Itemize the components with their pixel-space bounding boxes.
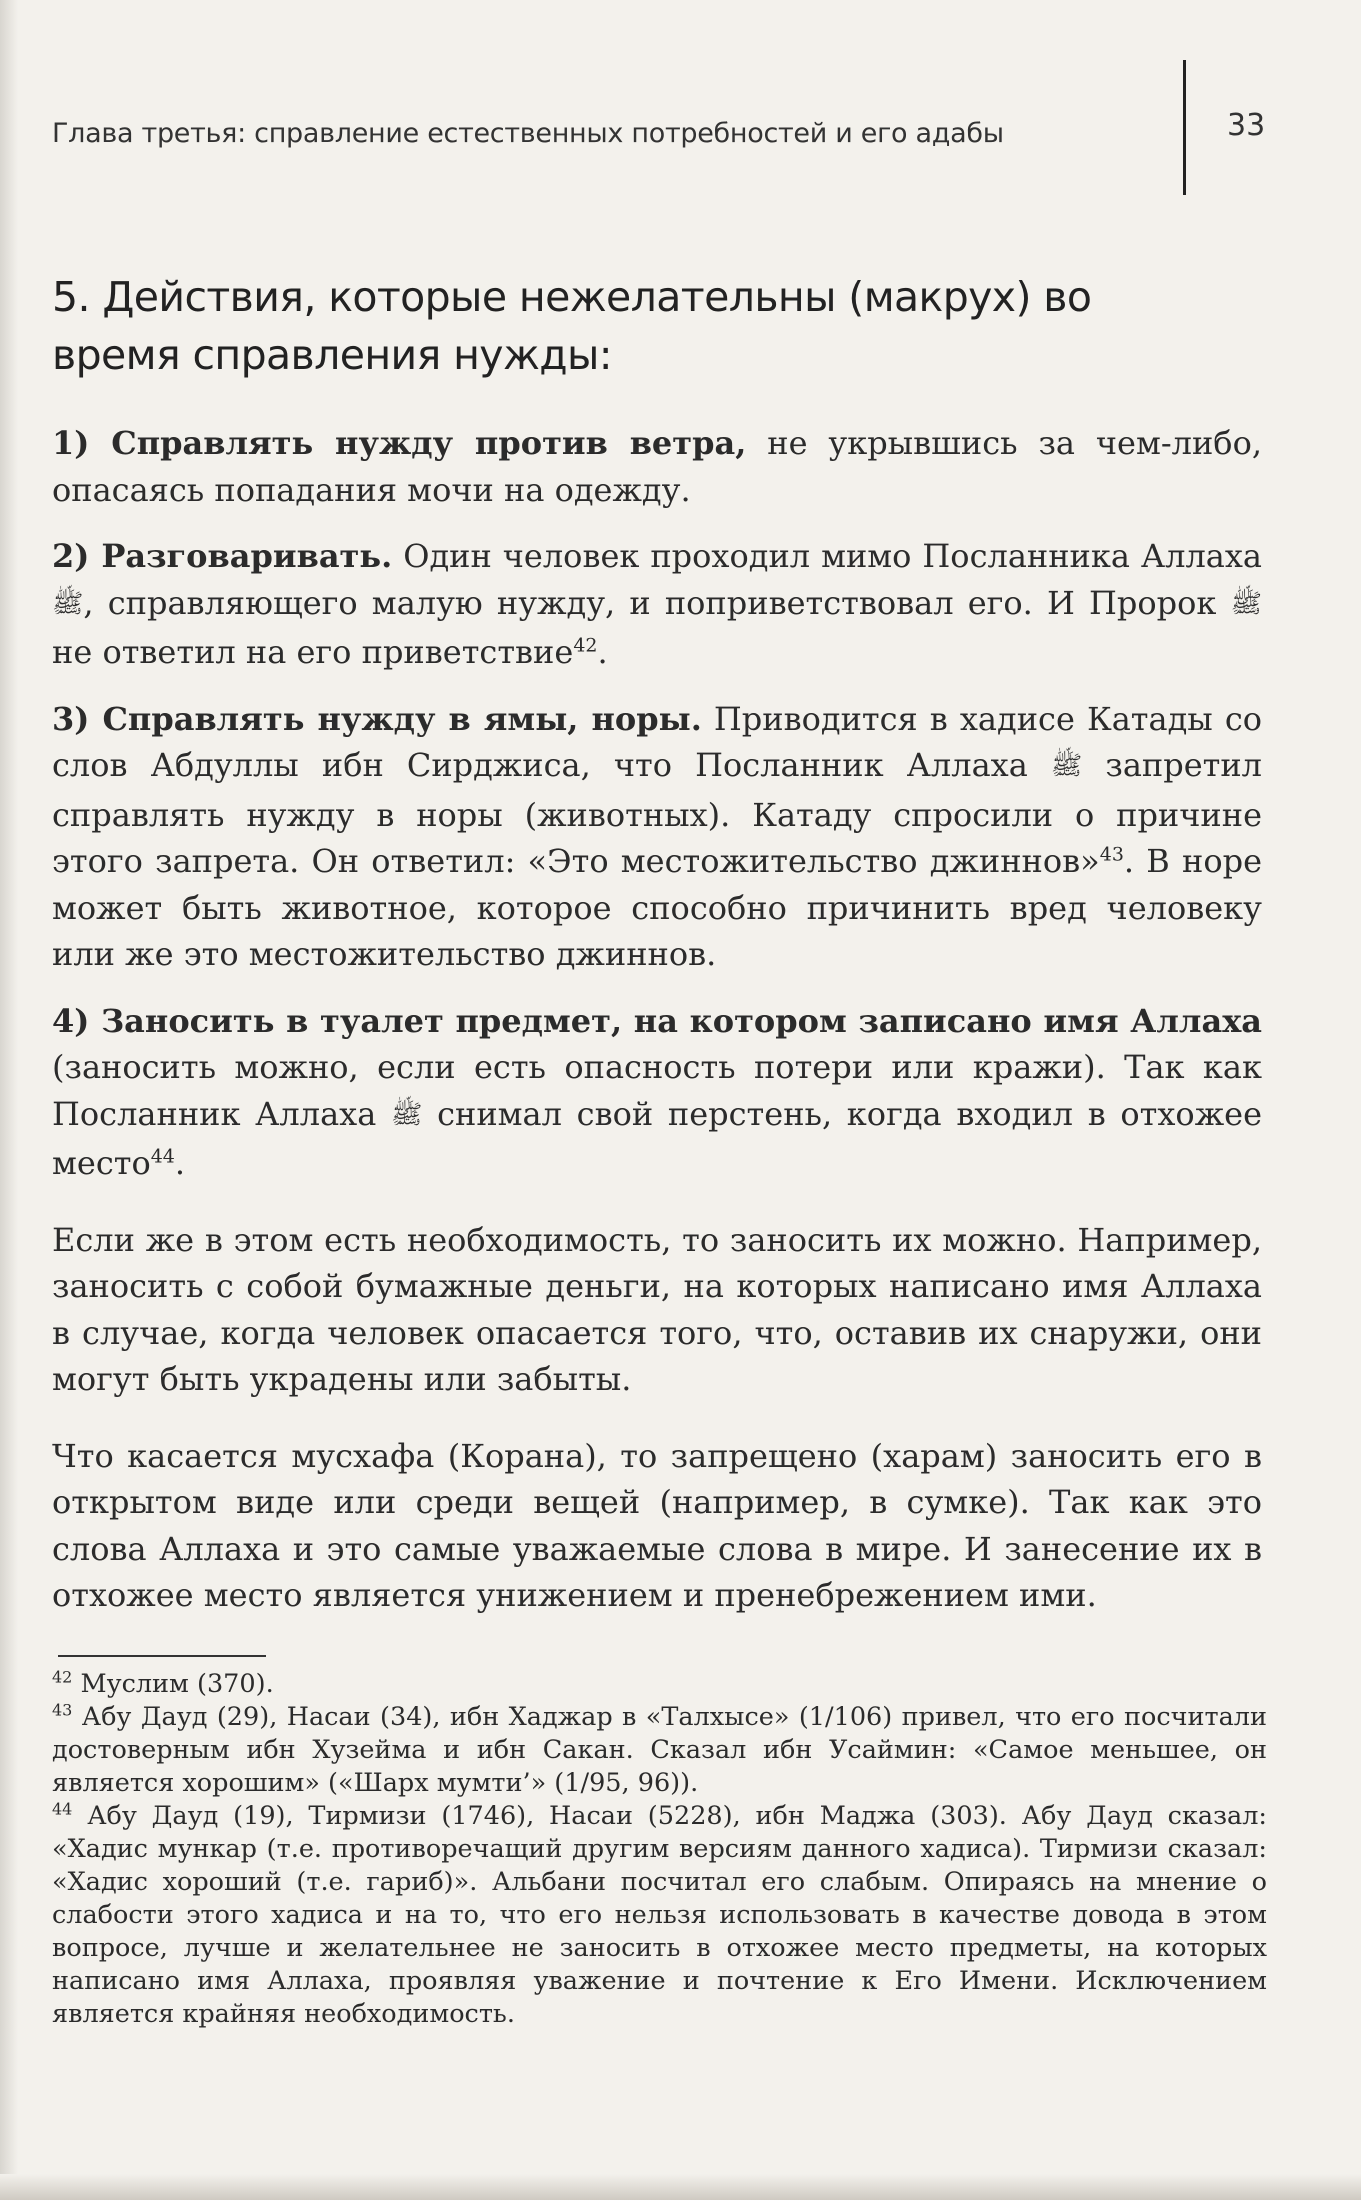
paragraph: Если же в этом есть необходимость, то заносить их можно. Например, заносить с собой бумажные деньги, на которых написано имя Аллаха в случае, когда человек опасается того, что, оставив их снаружи, они могут быть украдены или забыты.: [52, 1220, 1262, 1398]
salawat-symbol: ﷺ: [52, 588, 84, 619]
salawat-symbol: ﷺ: [390, 1099, 423, 1130]
page-binding-shadow: [0, 0, 18, 2200]
item-2-text: не ответил на его приветствие: [52, 633, 574, 671]
item-3-text: Приводится в хадисе Катады со слов Абдуллы ибн Сирджиса, что Посланник Аллаха: [52, 699, 1262, 784]
footnotes: [52, 1668, 1267, 2031]
footnote-text: Абу Дауд (19), Тирмизи (1746), Насаи (5228), ибн Маджа (303). Абу Дауд сказал: «Хадис мункар (т.е. противоречащий другим версиям данного хадиса). Тирмизи сказал: «Хадис хороший (т.е. гариб)». Альбани посчитал его слабым. Опираясь на мнение о слабости этого хадиса и на то, что его нельзя использовать в качестве довода в этом вопросе, лучше и желательнее не заносить в отхожее место предметы, на которых написано имя Аллаха, проявляя уважение и почтение к Его Имени. Исключением является крайняя необходимость.: [52, 1801, 1267, 2029]
footnote-number: 43: [52, 1700, 73, 1720]
footnote-ref[interactable]: 42: [573, 634, 598, 657]
item-2-heading: 2) Разговаривать.: [52, 537, 393, 575]
item-4-text: (заносить можно, если есть опасность потери или кражи). Так как Посланник Аллаха: [52, 1048, 1262, 1133]
item-4: [52, 998, 1262, 1187]
page-number: 33: [1227, 108, 1266, 143]
header-divider: [1183, 60, 1186, 195]
item-3-text: запретил справлять нужду в норы (животных). Катаду спросили о причине этого запрета. Он ответил: «Это местожительство джиннов»: [52, 746, 1263, 880]
item-3: [52, 696, 1262, 978]
salawat-symbol: ﷺ: [1230, 588, 1262, 619]
salawat-symbol: ﷺ: [1050, 751, 1083, 781]
item-2-text: .: [597, 633, 608, 671]
footnote: [52, 1800, 1267, 2031]
paragraph: Что касается мусхафа (Корана), то запрещено (харам) заносить его в открытом виде или среди вещей (например, в сумке). Так как это слова Аллаха и это самые уважаемые слова в мире. И занесение их в отхожее место является унижением и пренебрежением ими.: [52, 1436, 1262, 1614]
footnote-ref[interactable]: 43: [1099, 843, 1124, 866]
footnote-number: 42: [52, 1667, 73, 1687]
section-title: 5. Действия, которые нежелательны (макрух) во время справления нужды:: [52, 273, 1092, 379]
footnote-number: 44: [52, 1799, 73, 1819]
footnote-ref[interactable]: 44: [150, 1145, 175, 1168]
item-3-text: . В норе может быть животное, которое способно причинить вред человеку или же это местожительство джиннов.: [52, 842, 1263, 973]
item-1-text: не укрывшись за чем-либо, опасаясь попадания мочи на одежду.: [52, 424, 1263, 509]
main-text: [52, 420, 1262, 1639]
item-3-heading: 3) Справлять нужду в ямы, норы.: [52, 699, 702, 738]
footnote-divider: [58, 1655, 266, 1657]
footnote-text: Абу Дауд (29), Насаи (34), ибн Хаджар в «Талхысе» (1/106) привел, что его посчитали достоверным ибн Хузейма и ибн Сакан. Сказал ибн Усаймин: «Самое меньшее, он является хорошим» («Шарх мумти’» (1/95, 96)).: [52, 1702, 1267, 1798]
item-2-text: , справляющего малую нужду, и поприветствовал его. И Пророк: [83, 583, 1231, 622]
item-2: [52, 533, 1262, 676]
footnote: [52, 1701, 1267, 1800]
item-4-text: снимал свой перстень, когда входил в отхожее место: [52, 1094, 1263, 1182]
item-4-heading: 4) Заносить в туалет предмет, на котором записано имя Аллаха: [52, 1001, 1262, 1040]
running-head: Глава третья: справление естественных потребностей и его адабы: [52, 118, 1004, 149]
page-bottom-edge: [0, 2174, 1361, 2200]
item-1-heading: 1) Справлять нужду против ветра,: [52, 424, 747, 462]
footnote-text: Муслим (370).: [72, 1669, 274, 1699]
item-4-text: .: [174, 1144, 186, 1182]
item-1: [52, 420, 1262, 513]
footnote: [52, 1668, 1267, 1701]
item-2-text: Один человек проходил мимо Посланника Аллаха: [392, 537, 1263, 575]
